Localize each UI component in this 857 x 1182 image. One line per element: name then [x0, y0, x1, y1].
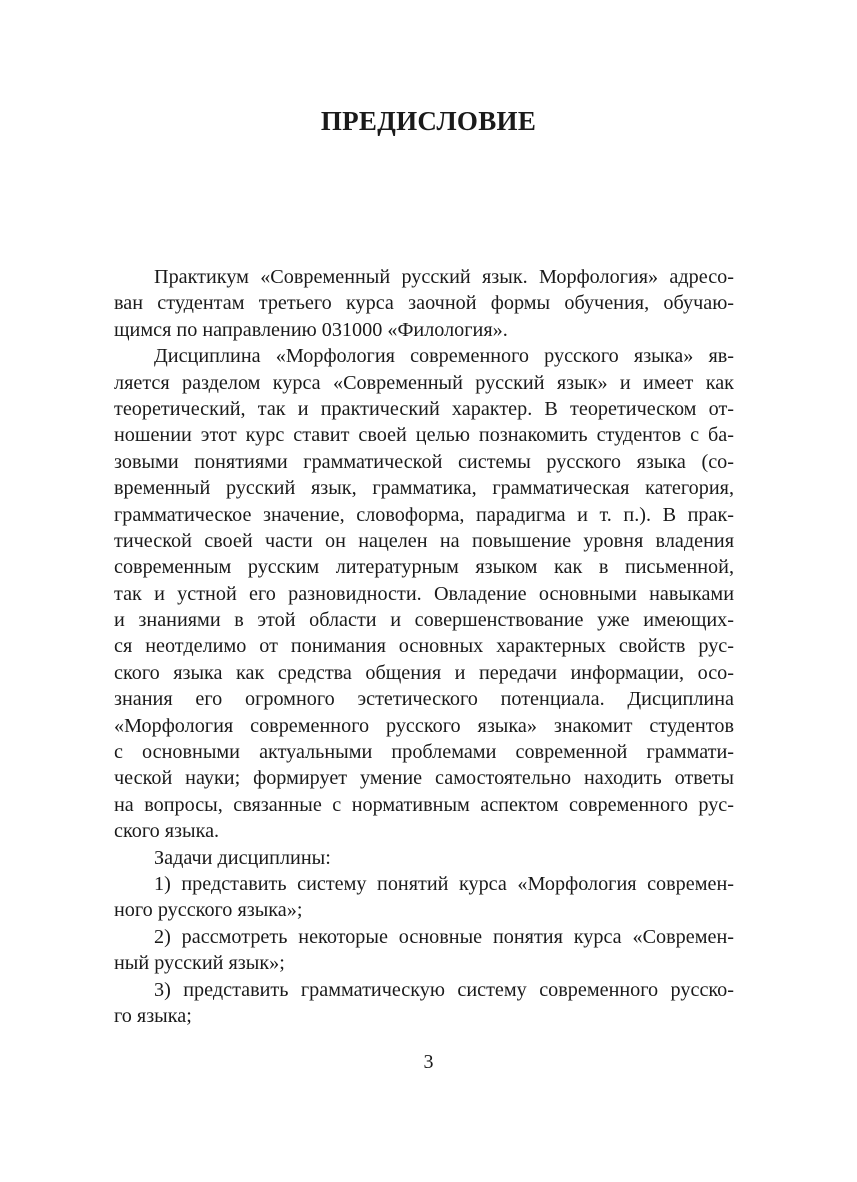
text-line: современным русским литературным языком как в письменной,	[114, 556, 734, 579]
text-line: Дисциплина «Морфология современного русского языка» яв-	[154, 345, 734, 368]
text-line: ся неотделимо от понимания основных характерных свойств рус-	[114, 635, 734, 658]
text-line: теоретический, так и практический характер. В теоретическом от-	[114, 397, 734, 420]
text-line: на вопросы, связанные с нормативным аспектом современного рус-	[114, 793, 734, 816]
text-line: с основными актуальными проблемами современной граммати-	[114, 741, 734, 764]
text-line: «Морфология современного русского языка» знакомит студентов	[114, 714, 734, 737]
text-line: ного русского языка»;	[114, 899, 303, 922]
text-line: щимся по направлению 031000 «Филология».	[114, 318, 508, 341]
text-line: 1) представить систему понятий курса «Морфология современ-	[154, 872, 734, 895]
text-line: грамматическое значение, словоформа, парадигма и т. п.). В прак-	[114, 503, 734, 526]
text-line: ный русский язык»;	[114, 952, 285, 975]
text-line: ван студентам третьего курса заочной формы обучения, обучаю-	[114, 292, 734, 315]
text-line: 2) рассмотреть некоторые основные понятия курса «Современ-	[154, 925, 734, 948]
page-title: ПРЕДИСЛОВИЕ	[320, 106, 537, 136]
page-number: 3	[423, 1051, 434, 1073]
text-line: го языка;	[114, 1004, 192, 1027]
text-line: и знаниями в этой области и совершенствование уже имеющих-	[114, 609, 734, 632]
text-line: 3) представить грамматическую систему современного русско-	[154, 978, 734, 1001]
text-line: так и устной его разновидности. Овладение основными навыками	[114, 582, 734, 605]
text-line: временный русский язык, грамматика, грамматическая категория,	[114, 477, 734, 500]
text-line: Задачи дисциплины:	[154, 846, 331, 869]
body-text	[114, 264, 734, 1029]
text-line: ношении этот курс ставит своей целью познакомить студентов с ба-	[114, 424, 734, 447]
text-line: ческой науки; формирует умение самостоятельно находить ответы	[114, 767, 734, 790]
text-line: ского языка.	[114, 820, 220, 843]
text-line: Практикум «Современный русский язык. Морфология» адресо-	[154, 266, 734, 288]
text-line: ского языка как средства общения и передачи информации, осо-	[114, 661, 734, 684]
text-line: зовыми понятиями грамматической системы русского языка (со-	[114, 450, 734, 473]
text-line: ляется разделом курса «Современный русский язык» и имеет как	[114, 371, 734, 394]
text-line: знания его огромного эстетического потенциала. Дисциплина	[114, 688, 734, 711]
text-line: тической своей части он нацелен на повышение уровня владения	[114, 529, 734, 552]
